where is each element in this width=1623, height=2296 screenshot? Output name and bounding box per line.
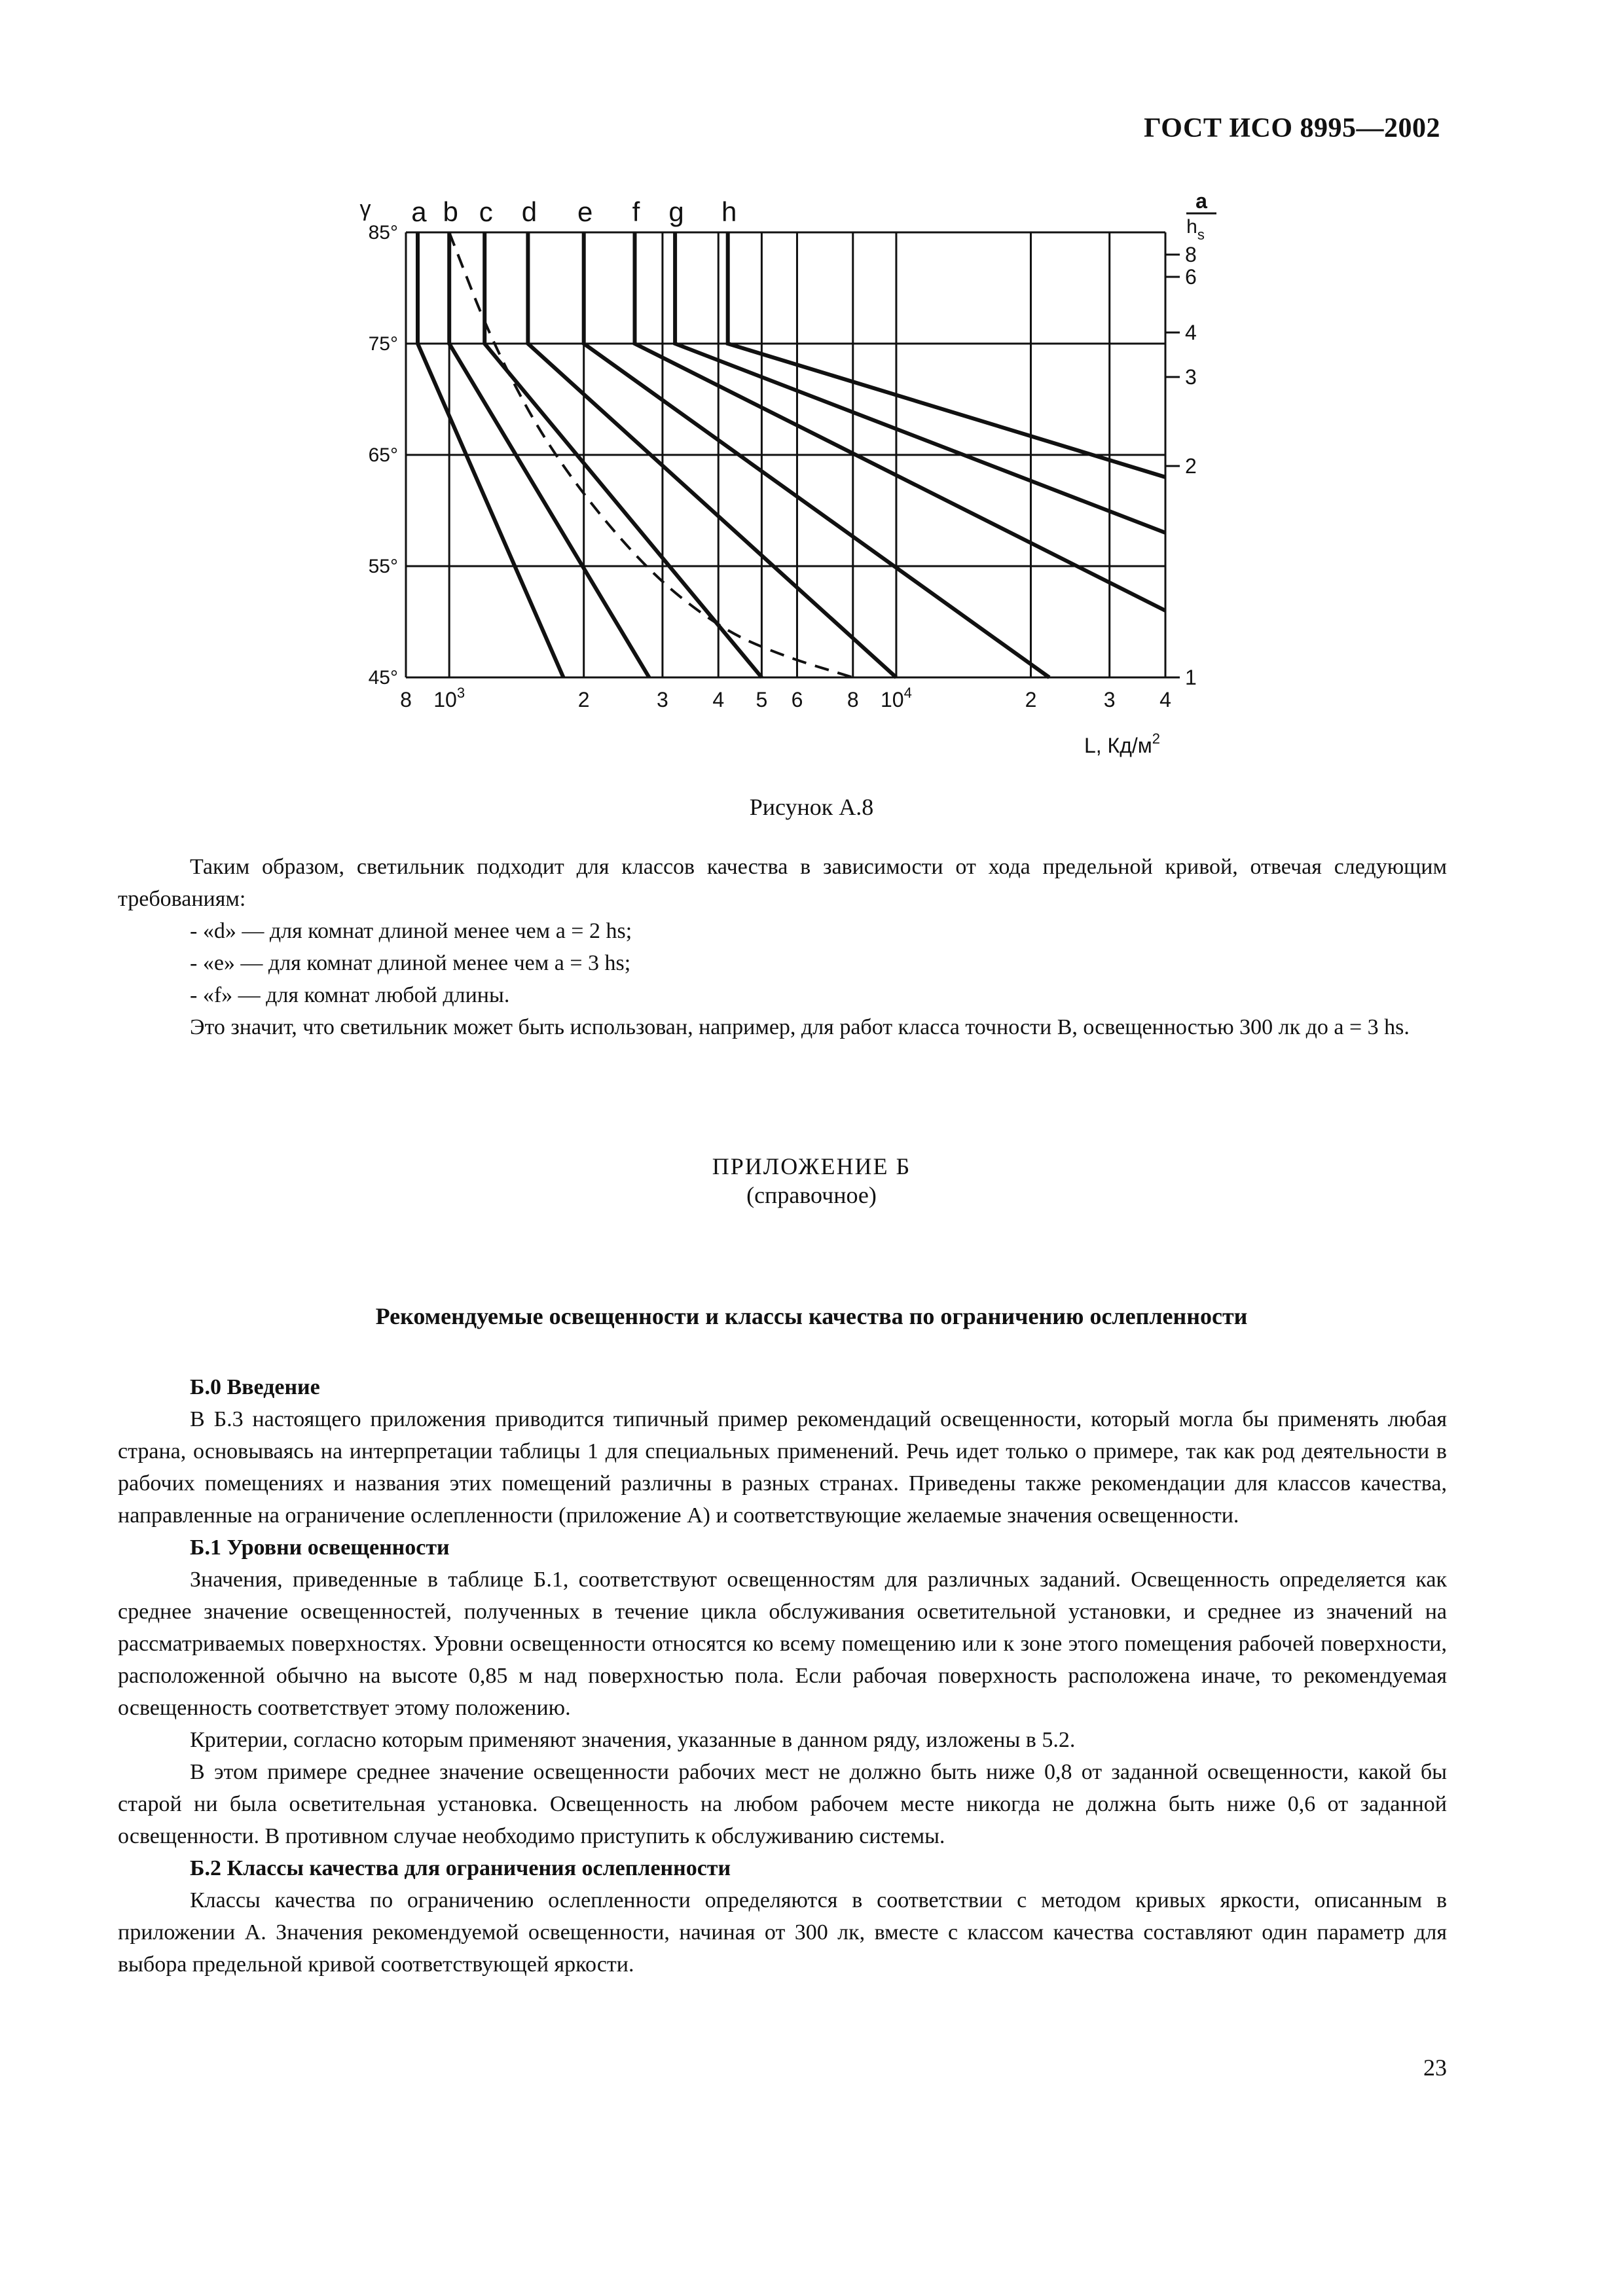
- series-label-c: c: [479, 196, 493, 227]
- figure-caption: Рисунок А.8: [749, 794, 874, 820]
- requirement-item: - «f» — для комнат любой длины.: [190, 983, 510, 1007]
- y-tick-label: 55°: [368, 556, 398, 577]
- luminance-limit-chart: [0, 0, 1623, 772]
- chart-labels: [360, 189, 1217, 757]
- page-number: 23: [1423, 2054, 1447, 2081]
- right-tick-label: 1: [1185, 666, 1197, 689]
- figure-conclusion: [118, 851, 1447, 1043]
- section-text-b2: Классы качества по ограничению ослепленности определяются в соответствии с методом кривых яркости, описанным в приложении А. Значения рекомендуемой освещенности, начиная от 300 лк, вместе с классом качества составляют один параметр для выбора предельной кривой соответствующей яркости.: [118, 1888, 1447, 1977]
- x-axis-label: L, $Кд/м^2$: [1084, 730, 1160, 757]
- section-title-b2: Б.2 Классы качества для ограничения ослепленности: [190, 1856, 731, 1880]
- appendix-subtitle: (справочное): [746, 1182, 877, 1208]
- series-line-h: [728, 232, 1165, 477]
- y-axis-label: γ: [359, 196, 371, 221]
- section-text-b1: Значения, приведенные в таблице Б.1, соответствуют освещенностям для различных заданий. Освещенность определяется как среднее значение освещенностей, полученных в течение цикла обслуживания осветительной установки, и среднее из значений на рассматриваемых поверхностях. Уровни освещенности относятся ко всему помещению или к зоне этого помещения рабочей поверхности, расположенной обычно на высоте 0,85 м над поверхностью пола. Если рабочая поверхность расположена иначе, то рекомендуемая освещенность соответствует этому положению.: [118, 1568, 1447, 1720]
- x-tick-label: 2: [1025, 688, 1037, 711]
- section-text-b1: В этом примере среднее значение освещенности рабочих мест не должно быть ниже 0,8 от заданной освещенности, какой бы старой ни была осветительная установка. Освещенность на любом рабочем месте никогда не должна быть ниже 0,6 от заданной освещенности. В противном случае необходимо приступить к обслуживанию системы.: [118, 1760, 1447, 1848]
- appendix-title: ПРИЛОЖЕНИЕ Б: [712, 1153, 911, 1179]
- x-tick-label: 3: [1103, 688, 1116, 711]
- appendix-heading: [0, 1152, 1623, 1210]
- x-tick-label: 5: [756, 688, 768, 711]
- series-label-a: a: [411, 196, 427, 227]
- y-tick-label: 75°: [368, 333, 398, 355]
- series-label-h: h: [721, 196, 737, 227]
- chart-grid: [406, 232, 1180, 677]
- x-tick-label: 3: [657, 688, 668, 711]
- requirement-item: - «d» — для комнат длиной менее чем a = 2 hs;: [190, 919, 632, 943]
- series-label-d: d: [521, 196, 538, 227]
- section-text-b0: В Б.3 настоящего приложения приводится типичный пример рекомендаций освещенности, который могла бы применять любая страна, основываясь на интерпретации таблицы 1 для специальных применений. Речь идет только о примере, так как род деятельности в рабочих помещениях и названия этих помещений различны в разных странах. Приведены также рекомендации для классов качества, направленные на ограничение ослепленности (приложение А) и соответствующие желаемые значения освещенности.: [118, 1407, 1447, 1528]
- section-text-b1: Критерии, согласно которым применяют значения, указанные в данном ряду, изложены в 5.2.: [190, 1728, 1076, 1752]
- y-tick-label: 85°: [368, 222, 398, 243]
- series-label-f: f: [632, 196, 640, 227]
- appendix-main-heading: Рекомендуемые освещенности и классы качества по ограничению ослепленности: [375, 1303, 1248, 1329]
- right-tick-label: 6: [1185, 265, 1197, 289]
- series-label-e: e: [577, 196, 593, 227]
- requirement-item: - «e» — для комнат длиной менее чем a = 3 hs;: [190, 951, 631, 975]
- x-tick-label: 2: [577, 688, 590, 711]
- series-line-f: [635, 232, 1166, 611]
- series-label-b: b: [443, 196, 458, 227]
- x-tick-label: 6: [791, 688, 803, 711]
- series-label-g: g: [668, 196, 684, 227]
- appendix-body: [118, 1371, 1447, 1981]
- right-axis-label: a: [1195, 189, 1207, 213]
- y-tick-label: 65°: [368, 444, 398, 466]
- x-tick-label: 4: [1159, 688, 1171, 711]
- x-tick-label: $10^3$: [433, 685, 465, 711]
- right-axis-label: $h_s$: [1186, 216, 1205, 243]
- right-tick-label: 8: [1185, 243, 1197, 266]
- x-tick-label: 8: [400, 688, 412, 711]
- right-tick-label: 4: [1185, 321, 1197, 344]
- conclusion-intro: Таким образом, светильник подходит для классов качества в зависимости от хода предельной кривой, отвечая следующим требованиям:: [118, 855, 1447, 911]
- x-tick-label: 8: [847, 688, 859, 711]
- section-title-b0: Б.0 Введение: [190, 1375, 320, 1399]
- right-tick-label: 2: [1185, 454, 1197, 478]
- y-tick-label: 45°: [368, 667, 398, 689]
- x-tick-label: $10^4$: [881, 685, 912, 711]
- right-tick-label: 3: [1185, 365, 1197, 389]
- conclusion-text: Это значит, что светильник может быть использован, например, для работ класса точности В, освещенностью 300 лк до a = 3 hs.: [190, 1015, 1410, 1039]
- x-tick-label: 4: [712, 688, 725, 711]
- document-header: ГОСТ ИСО 8995—2002: [1144, 113, 1440, 143]
- section-title-b1: Б.1 Уровни освещенности: [190, 1535, 450, 1560]
